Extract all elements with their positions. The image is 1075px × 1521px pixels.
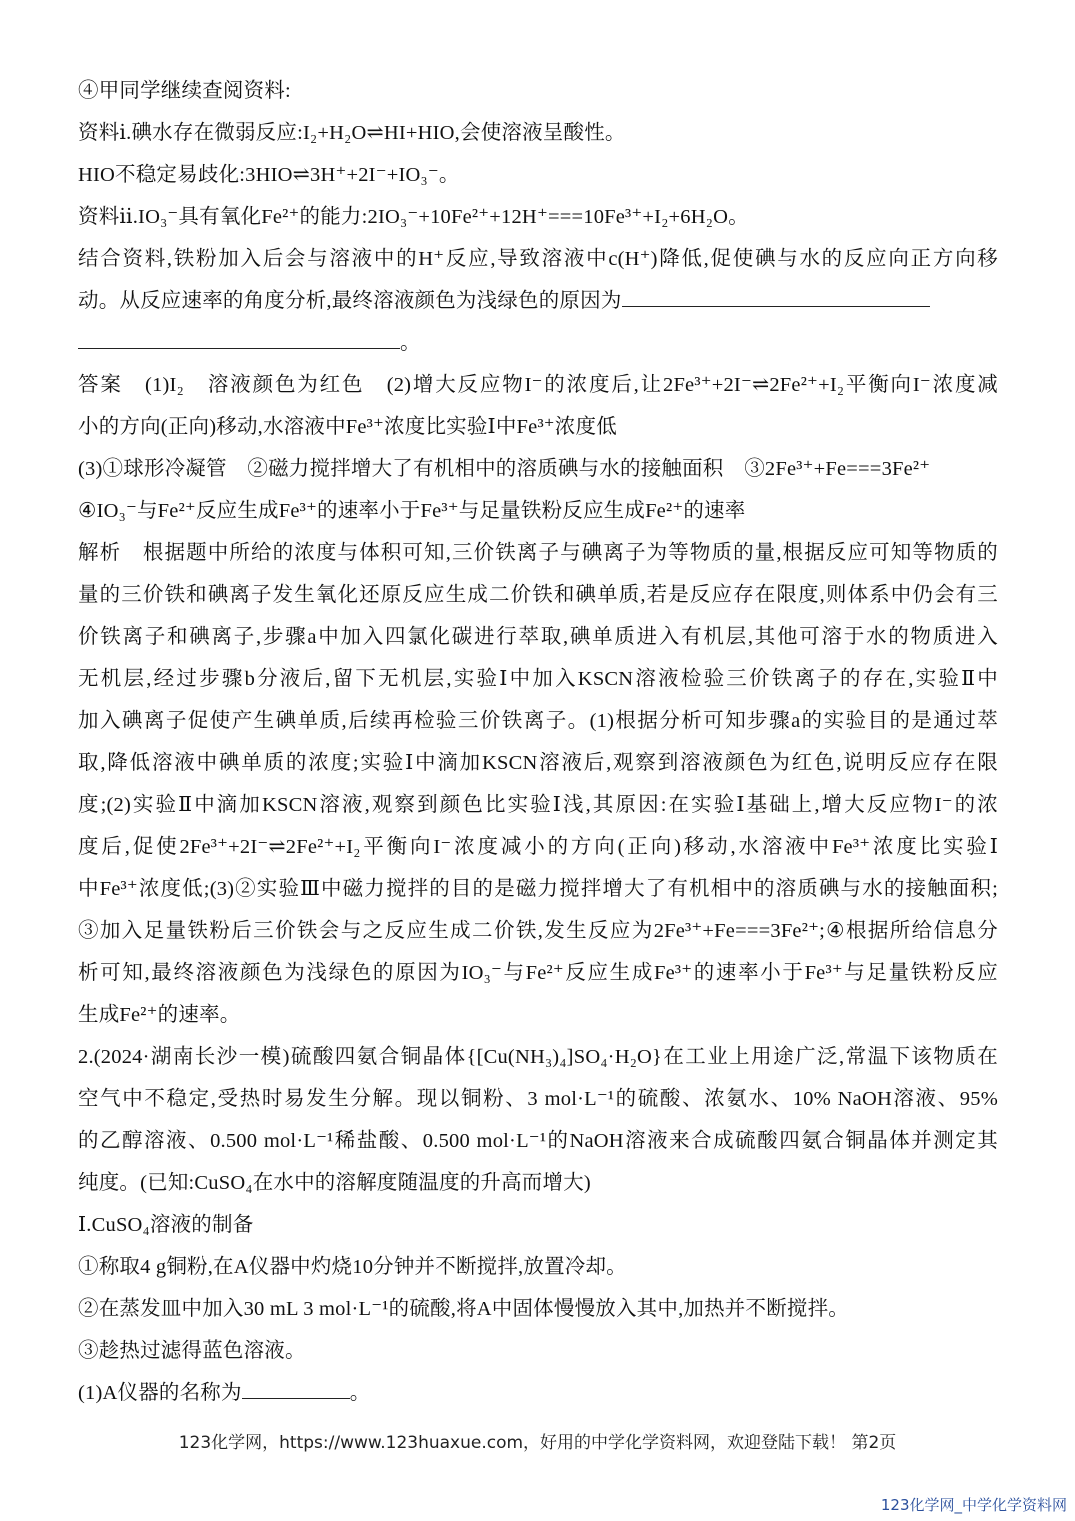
text-line: 结合资料,铁粉加入后会与溶液中的H⁺反应,导致溶液中c(H⁺)降低,促使碘与水的反应向正方向移 [78, 248, 998, 270]
question-line: 空气中不稳定,受热时易发生分解。现以铜粉、3 mol·L⁻¹的硫酸、浓氨水、10% NaOH溶液、95% [78, 1088, 998, 1110]
answer-line: (3)①球形冷凝管 ②磁力搅拌增大了有机相中的溶质碘与水的接触面积 ③2Fe³⁺+Fe===3Fe²⁺ [78, 458, 931, 480]
answer-line: 小的方向(正向)移动,水溶液中Fe³⁺浓度比实验Ⅰ中Fe³⁺浓度低 [78, 416, 617, 438]
text-line: 资料ⅰ.碘水存在微弱反应:I₂+H₂O⇌HI+HIO,会使溶液呈酸性。 [78, 122, 626, 144]
analysis-line: 量的三价铁和碘离子发生氧化还原反应生成二价铁和碘单质,若是反应存在限度,则体系中仍会有三 [78, 584, 998, 606]
step-line: ③趁热过滤得蓝色溶液。 [78, 1340, 306, 1362]
answer-line: ④IO₃⁻与Fe²⁺反应生成Fe³⁺的速率小于Fe³⁺与足量铁粉反应生成Fe²⁺的速率 [78, 500, 746, 522]
answer-blank[interactable] [242, 1376, 350, 1399]
analysis-line: 无机层,经过步骤b分液后,留下无机层,实验Ⅰ中加入KSCN溶液检验三价铁离子的存在,实验Ⅱ中 [78, 668, 998, 690]
step-line: ①称取4 g铜粉,在A仪器中灼烧10分钟并不断搅拌,放置冷却。 [78, 1256, 627, 1278]
analysis-line: 生成Fe²⁺的速率。 [78, 1004, 241, 1026]
section-heading: Ⅰ.CuSO₄溶液的制备 [78, 1214, 254, 1236]
analysis-line: 析可知,最终溶液颜色为浅绿色的原因为IO₃⁻与Fe²⁺反应生成Fe³⁺的速率小于Fe³⁺与足量铁粉反应 [78, 962, 998, 984]
text-line: HIO不稳定易歧化:3HIO⇌3H⁺+2I⁻+IO₃⁻。 [78, 164, 460, 186]
analysis-line: 度后,促使2Fe³⁺+2I⁻⇌2Fe²⁺+I₂平衡向I⁻浓度减小的方向(正向)移动,水溶液中Fe³⁺浓度比实验Ⅰ [78, 836, 998, 858]
question-line: 2.(2024·湖南长沙一模)硫酸四氨合铜晶体{[Cu(NH₃)₄]SO₄·H₂O}在工业上用途广泛,常温下该物质在 [78, 1046, 998, 1068]
step-line: ②在蒸发皿中加入30 mL 3 mol·L⁻¹的硫酸,将A中固体慢慢放入其中,加热并不断搅拌。 [78, 1298, 849, 1320]
site-watermark: 123化学网_中学化学资料网 [880, 1496, 1067, 1514]
analysis-line: 价铁离子和碘离子,步骤a中加入四氯化碳进行萃取,碘单质进入有机层,其他可溶于水的物质进入 [78, 626, 998, 648]
analysis-line: 加入碘离子促使产生碘单质,后续再检验三价铁离子。(1)根据分析可知步骤a的实验目的是通过萃 [78, 710, 998, 732]
question-line: 的乙醇溶液、0.500 mol·L⁻¹稀盐酸、0.500 mol·L⁻¹的NaOH溶液来合成硫酸四氨合铜晶体并测定其 [78, 1130, 998, 1152]
page-footer: 123化学网，https://www.123huaxue.com，好用的中学化学资料网，欢迎登陆下载！ 第2页 [178, 1433, 897, 1453]
question-line: 纯度。(已知:CuSO₄在水中的溶解度随温度的升高而增大) [78, 1172, 591, 1194]
answer-blank[interactable] [622, 284, 930, 307]
analysis-line: ③加入足量铁粉后三价铁会与之反应生成二价铁,发生反应为2Fe³⁺+Fe===3Fe²⁺;④根据所给信息分 [78, 920, 998, 942]
answer-line: 答案 (1)I₂ 溶液颜色为红色 (2)增大反应物I⁻的浓度后,让2Fe³⁺+2I⁻⇌2Fe²⁺+I₂平衡向I⁻浓度减 [78, 374, 998, 396]
document-body [78, 70, 998, 1414]
text-line: 动。从反应速率的角度分析,最终溶液颜色为浅绿色的原因为 [78, 280, 998, 322]
analysis-line: 度;(2)实验Ⅱ中滴加KSCN溶液,观察到颜色比实验Ⅰ浅,其原因:在实验Ⅰ基础上,增大反应物I⁻的浓 [78, 794, 998, 816]
analysis-line: 中Fe³⁺浓度低;(3)②实验Ⅲ中磁力搅拌的目的是磁力搅拌增大了有机相中的溶质碘与水的接触面积; [78, 878, 998, 900]
question-line: (1)A仪器的名称为 。 [78, 1372, 998, 1414]
analysis-line: 取,降低溶液中碘单质的浓度;实验Ⅰ中滴加KSCN溶液后,观察到溶液颜色为红色,说明反应存在限 [78, 752, 998, 774]
analysis-line: 解析 根据题中所给的浓度与体积可知,三价铁离子与碘离子为等物质的量,根据反应可知等物质的 [78, 542, 998, 564]
text-line: 。 [78, 322, 998, 364]
text-line: ④甲同学继续查阅资料: [78, 80, 291, 102]
answer-blank[interactable] [78, 326, 400, 349]
text-line: 资料ⅱ.IO₃⁻具有氧化Fe²⁺的能力:2IO₃⁻+10Fe²⁺+12H⁺===10Fe³⁺+I₂+6H₂O。 [78, 206, 749, 228]
